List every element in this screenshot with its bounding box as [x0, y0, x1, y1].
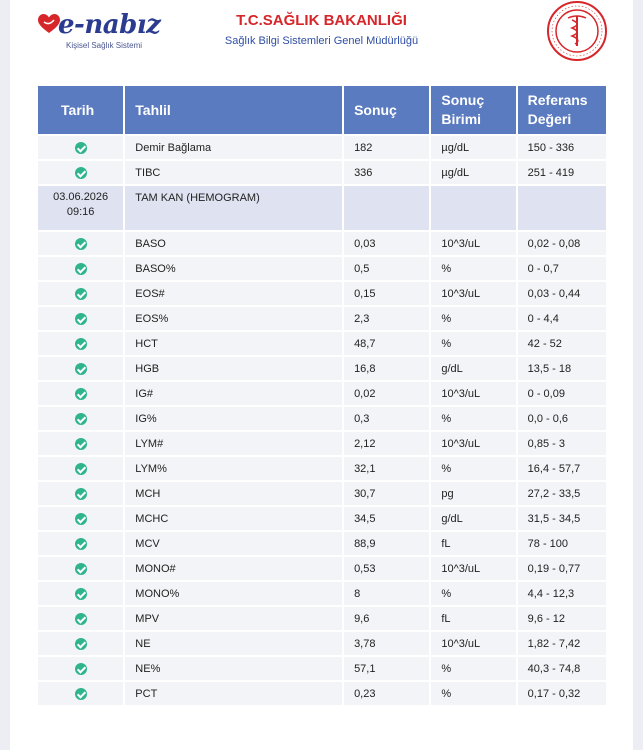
check-circle-icon	[75, 538, 87, 550]
group-empty-cell	[431, 186, 515, 230]
status-cell	[38, 432, 123, 455]
column-header-test: Tahlil	[125, 86, 342, 134]
check-circle-icon	[75, 238, 87, 250]
table-row[interactable]	[38, 432, 606, 455]
test-name: MONO#	[125, 557, 342, 580]
status-cell	[38, 457, 123, 480]
status-cell	[38, 582, 123, 605]
test-unit: %	[431, 407, 515, 430]
table-row[interactable]	[38, 357, 606, 380]
test-result: 0,3	[344, 407, 429, 430]
check-circle-icon	[75, 288, 87, 300]
check-circle-icon	[75, 363, 87, 375]
test-name: PCT	[125, 682, 342, 705]
test-reference: 9,6 - 12	[518, 607, 606, 630]
test-name: MCHC	[125, 507, 342, 530]
table-row[interactable]	[38, 257, 606, 280]
test-unit: pg	[431, 482, 515, 505]
ministry-subtitle: Sağlık Bilgi Sistemleri Genel Müdürlüğü	[224, 35, 419, 47]
test-unit: g/dL	[431, 507, 515, 530]
test-unit: %	[431, 457, 515, 480]
test-result: 32,1	[344, 457, 429, 480]
test-name: Demir Bağlama	[125, 136, 342, 159]
check-circle-icon	[75, 488, 87, 500]
test-reference: 78 - 100	[518, 532, 606, 555]
status-cell	[38, 282, 123, 305]
test-unit: fL	[431, 532, 515, 555]
test-result: 16,8	[344, 357, 429, 380]
test-unit: 10^3/uL	[431, 632, 515, 655]
test-reference: 31,5 - 34,5	[518, 507, 606, 530]
status-cell	[38, 407, 123, 430]
status-cell	[38, 307, 123, 330]
test-name: HCT	[125, 332, 342, 355]
table-row[interactable]	[38, 332, 606, 355]
check-circle-icon	[75, 613, 87, 625]
page-frame-right	[633, 0, 643, 750]
test-result: 48,7	[344, 332, 429, 355]
table-row[interactable]	[38, 582, 606, 605]
test-result: 2,12	[344, 432, 429, 455]
status-cell	[38, 607, 123, 630]
table-row[interactable]	[38, 407, 606, 430]
table-row[interactable]	[38, 632, 606, 655]
test-reference: 40,3 - 74,8	[518, 657, 606, 680]
test-unit: %	[431, 307, 515, 330]
group-name: TAM KAN (HEMOGRAM)	[125, 186, 342, 230]
logo-text: e-nabız	[58, 10, 161, 40]
check-circle-icon	[75, 338, 87, 350]
table-row[interactable]	[38, 136, 606, 159]
test-name: LYM%	[125, 457, 342, 480]
test-result: 88,9	[344, 532, 429, 555]
ministry-seal-icon	[546, 0, 608, 62]
test-unit: %	[431, 257, 515, 280]
test-name: IG#	[125, 382, 342, 405]
check-circle-icon	[75, 638, 87, 650]
test-reference: 4,4 - 12,3	[518, 582, 606, 605]
check-circle-icon	[75, 388, 87, 400]
test-unit: %	[431, 657, 515, 680]
test-unit: µg/dL	[431, 136, 515, 159]
test-result: 9,6	[344, 607, 429, 630]
status-cell	[38, 657, 123, 680]
table-row[interactable]	[38, 682, 606, 705]
check-circle-icon	[75, 142, 87, 154]
test-result: 3,78	[344, 632, 429, 655]
test-name: MPV	[125, 607, 342, 630]
status-cell	[38, 482, 123, 505]
table-header-row	[38, 86, 606, 134]
status-cell	[38, 357, 123, 380]
report-header	[10, 0, 633, 82]
ministry-title: T.C.SAĞLIK BAKANLIĞI	[236, 12, 407, 29]
test-name: LYM#	[125, 432, 342, 455]
test-reference: 1,82 - 7,42	[518, 632, 606, 655]
test-unit: fL	[431, 607, 515, 630]
table-row[interactable]	[38, 482, 606, 505]
group-datetime	[38, 186, 123, 230]
check-circle-icon	[75, 588, 87, 600]
test-name: EOS%	[125, 307, 342, 330]
test-name: MCV	[125, 532, 342, 555]
table-row[interactable]	[38, 307, 606, 330]
table-row[interactable]	[38, 457, 606, 480]
status-cell	[38, 557, 123, 580]
status-cell	[38, 382, 123, 405]
status-cell	[38, 532, 123, 555]
status-cell	[38, 136, 123, 159]
table-row[interactable]	[38, 282, 606, 305]
check-circle-icon	[75, 688, 87, 700]
status-cell	[38, 257, 123, 280]
test-result: 2,3	[344, 307, 429, 330]
test-unit: 10^3/uL	[431, 282, 515, 305]
check-circle-icon	[75, 167, 87, 179]
test-name: NE%	[125, 657, 342, 680]
check-circle-icon	[75, 263, 87, 275]
test-result: 30,7	[344, 482, 429, 505]
table-row[interactable]	[38, 557, 606, 580]
test-name: BASO%	[125, 257, 342, 280]
test-reference: 0 - 0,09	[518, 382, 606, 405]
test-reference: 251 - 419	[518, 161, 606, 184]
test-reference: 0,02 - 0,08	[518, 232, 606, 255]
test-name: IG%	[125, 407, 342, 430]
test-reference: 0 - 4,4	[518, 307, 606, 330]
status-cell	[38, 507, 123, 530]
test-name: MCH	[125, 482, 342, 505]
test-result: 34,5	[344, 507, 429, 530]
status-cell	[38, 682, 123, 705]
test-group-row[interactable]	[38, 186, 606, 230]
test-unit: 10^3/uL	[431, 382, 515, 405]
test-reference: 13,5 - 18	[518, 357, 606, 380]
lab-results-table	[36, 84, 608, 707]
group-empty-cell	[344, 186, 429, 230]
test-reference: 0,17 - 0,32	[518, 682, 606, 705]
test-result: 8	[344, 582, 429, 605]
status-cell	[38, 332, 123, 355]
page-frame-left	[0, 0, 10, 750]
test-unit: 10^3/uL	[431, 432, 515, 455]
test-unit: %	[431, 682, 515, 705]
table-row[interactable]	[38, 657, 606, 680]
test-name: MONO%	[125, 582, 342, 605]
group-date: 03.06.2026	[53, 191, 109, 203]
test-unit: µg/dL	[431, 161, 515, 184]
check-circle-icon	[75, 413, 87, 425]
column-header-result: Sonuç	[344, 86, 429, 134]
test-reference: 0,85 - 3	[518, 432, 606, 455]
test-result: 0,03	[344, 232, 429, 255]
status-cell	[38, 232, 123, 255]
test-reference: 0 - 0,7	[518, 257, 606, 280]
test-result: 0,53	[344, 557, 429, 580]
test-unit: 10^3/uL	[431, 557, 515, 580]
column-header-reference: Referans Değeri	[518, 86, 606, 134]
table-row[interactable]	[38, 382, 606, 405]
test-reference: 150 - 336	[518, 136, 606, 159]
test-reference: 0,19 - 0,77	[518, 557, 606, 580]
status-cell	[38, 632, 123, 655]
test-result: 0,5	[344, 257, 429, 280]
column-header-date: Tarih	[38, 86, 123, 134]
test-reference: 0,03 - 0,44	[518, 282, 606, 305]
table-row[interactable]	[38, 161, 606, 184]
group-time: 09:16	[66, 206, 95, 218]
check-circle-icon	[75, 663, 87, 675]
status-cell	[38, 161, 123, 184]
check-circle-icon	[75, 563, 87, 575]
test-result: 0,23	[344, 682, 429, 705]
test-unit: %	[431, 582, 515, 605]
table-row[interactable]	[38, 532, 606, 555]
check-circle-icon	[75, 438, 87, 450]
test-unit: 10^3/uL	[431, 232, 515, 255]
table-body	[38, 136, 606, 705]
test-reference: 16,4 - 57,7	[518, 457, 606, 480]
test-name: EOS#	[125, 282, 342, 305]
test-unit: %	[431, 332, 515, 355]
table-row[interactable]	[38, 232, 606, 255]
test-reference: 27,2 - 33,5	[518, 482, 606, 505]
column-header-unit: Sonuç Birimi	[431, 86, 515, 134]
test-unit: g/dL	[431, 357, 515, 380]
group-empty-cell	[518, 186, 606, 230]
test-name: NE	[125, 632, 342, 655]
check-circle-icon	[75, 313, 87, 325]
test-result: 0,02	[344, 382, 429, 405]
table-row[interactable]	[38, 607, 606, 630]
test-name: HGB	[125, 357, 342, 380]
table-row[interactable]	[38, 507, 606, 530]
test-name: BASO	[125, 232, 342, 255]
test-reference: 42 - 52	[518, 332, 606, 355]
check-circle-icon	[75, 513, 87, 525]
test-result: 182	[344, 136, 429, 159]
test-result: 57,1	[344, 657, 429, 680]
test-reference: 0,0 - 0,6	[518, 407, 606, 430]
check-circle-icon	[75, 463, 87, 475]
test-result: 336	[344, 161, 429, 184]
test-result: 0,15	[344, 282, 429, 305]
logo-subtitle: Kişisel Sağlık Sistemi	[66, 41, 143, 50]
test-name: TIBC	[125, 161, 342, 184]
